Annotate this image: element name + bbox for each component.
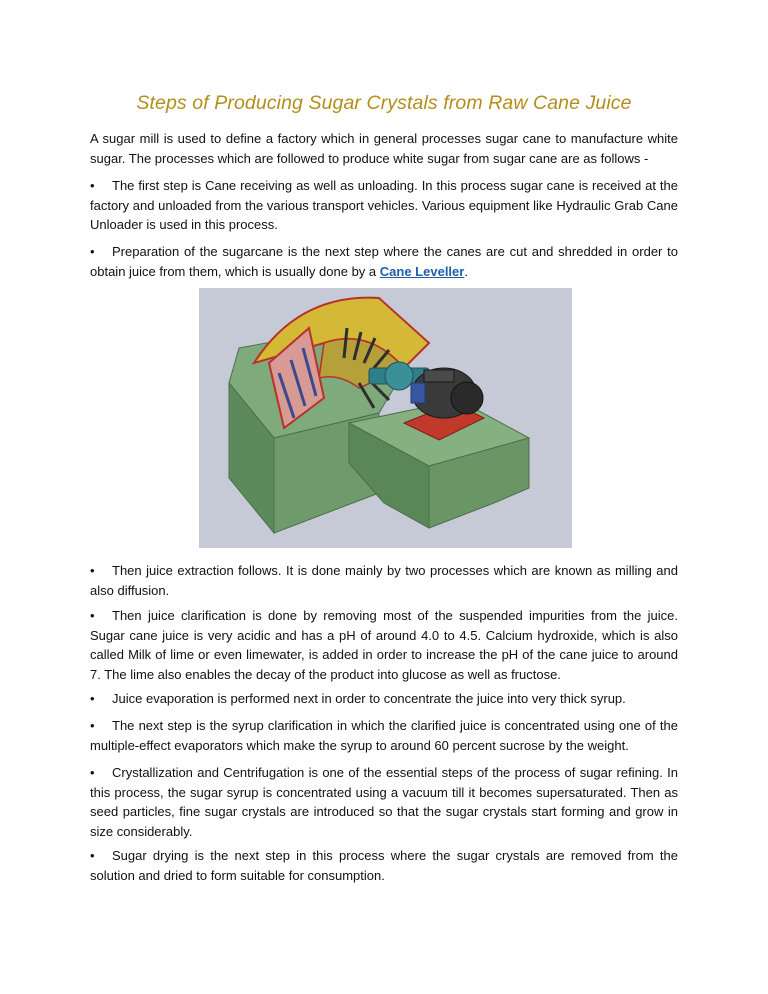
- bullet-marker: •: [90, 563, 95, 578]
- bullet-text: Juice evaporation is performed next in order to concentrate the juice into very thick syrup.: [112, 691, 626, 706]
- bullet-text: The next step is the syrup clarification in which the clarified juice is concentrated using one of the multiple-effect evaporators which make the syrup to around 60 percent sucrose by the weight.: [90, 718, 678, 753]
- bullet-text: The first step is Cane receiving as well as unloading. In this process sugar cane is received at the factory and unloaded from the various transport vehicles. Various equipment like Hydraulic Grab Cane Unloader is used in this process.: [90, 178, 678, 232]
- cane-leveller-link[interactable]: Cane Leveller: [379, 263, 465, 279]
- bullet-marker: •: [90, 608, 95, 623]
- bullet-marker: •: [90, 765, 95, 780]
- bullet-text: Preparation of the sugarcane is the next step where the canes are cut and shredded in order to obtain juice from them, which is usually done by a: [90, 244, 678, 279]
- bullet-item: [90, 242, 678, 281]
- bullet-text: Crystallization and Centrifugation is one of the essential steps of the process of sugar refining. In this process, the sugar syrup is concentrated using a vacuum till it becomes supersaturated. Then as seed particles, fine sugar crystals are introduced so that the sugar crystals start forming and grow in size considerably.: [90, 765, 678, 839]
- bullet-item: [90, 689, 678, 709]
- bullet-item: [90, 846, 678, 885]
- bullet-item: [90, 606, 678, 684]
- bullet-text: Then juice extraction follows. It is done mainly by two processes which are known as milling and also diffusion.: [90, 563, 678, 598]
- bullet-marker: •: [90, 178, 95, 193]
- bullet-text: Sugar drying is the next step in this process where the sugar crystals are removed from the solution and dried to form suitable for consumption.: [90, 848, 678, 883]
- bullet-marker: •: [90, 244, 95, 259]
- bullet-item: [90, 176, 678, 235]
- document-title: Steps of Producing Sugar Crystals from Raw Cane Juice: [136, 92, 632, 114]
- cane-leveller-figure: [199, 288, 572, 548]
- link-suffix: .: [464, 263, 468, 279]
- bullet-item: [90, 716, 678, 755]
- bullet-marker: •: [90, 718, 95, 733]
- intro-paragraph: A sugar mill is used to define a factory which in general processes sugar cane to manufacture white sugar. The processes which are followed to produce white sugar from sugar cane are as follows -: [90, 131, 678, 166]
- bullet-item: [90, 763, 678, 841]
- bullet-text: Then juice clarification is done by removing most of the suspended impurities from the juice. Sugar cane juice is very acidic and has a pH of around 4.0 to 4.5. Calcium hydroxide, which is also called Milk of lime or even limewater, is added in order to increase the pH of the cane juice to around 7. The lime also enables the decay of the product into glucose as well as fructose.: [90, 608, 678, 682]
- bullet-item: [90, 561, 678, 600]
- bullet-marker: •: [90, 691, 95, 706]
- cane-leveller-machine-illustration: [199, 288, 572, 548]
- bullet-marker: •: [90, 848, 95, 863]
